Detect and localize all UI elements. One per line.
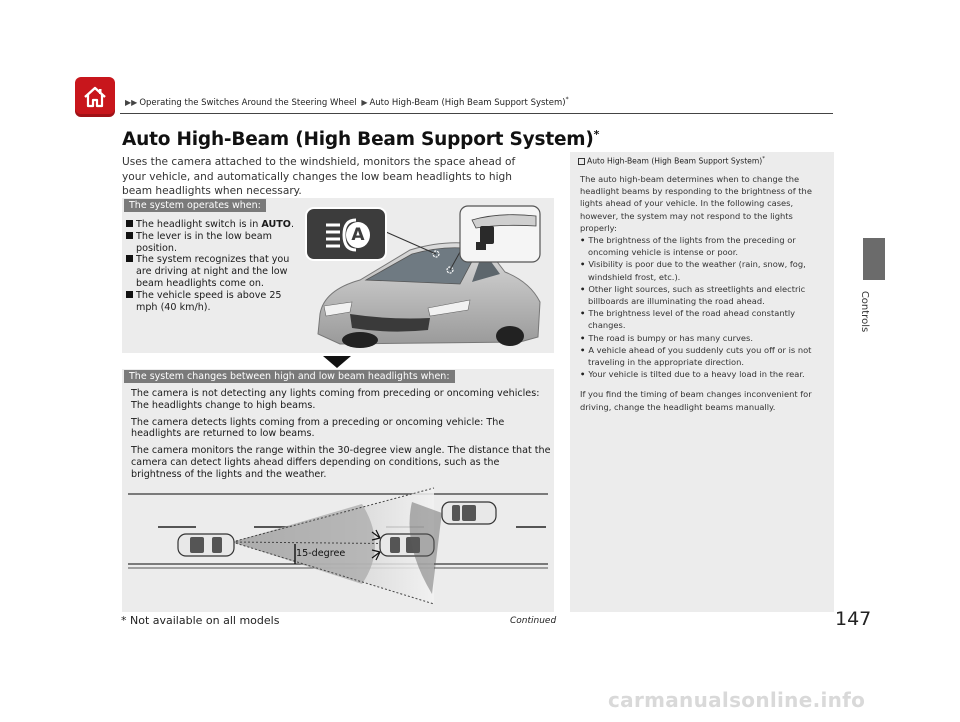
sidebar-bullets: [580, 234, 826, 380]
sidebar-heading: Auto High-Beam (High Beam Support System)*: [578, 156, 765, 166]
square-bullet-icon: [126, 232, 133, 239]
changes-text: [131, 388, 551, 486]
list-item: • The road is bumpy or has many curves.: [580, 332, 826, 344]
arrow-down-icon: [323, 356, 351, 368]
list-item: • Other light sources, such as streetlights and electric billboards are illuminating the road ahead.: [580, 283, 826, 307]
sidebar-body: [580, 173, 826, 413]
operates-conditions: [126, 219, 301, 313]
list-item: • Your vehicle is tilted due to a heavy load in the rear.: [580, 368, 826, 380]
footnote: * Not available on all models: [121, 614, 280, 627]
changes-label: The system changes between high and low beam headlights when:: [124, 370, 455, 383]
operates-label: The system operates when:: [124, 199, 266, 212]
list-item: • The brightness level of the road ahead constantly changes.: [580, 307, 826, 331]
sidebar-closing: If you find the timing of beam changes inconvenient for driving, change the headlight beams manually.: [580, 389, 812, 412]
sidebar-intro: The auto high-beam determines when to change the headlight beams by responding to the brightness of the lights ahead of your vehicle. In the following cases, however, the system may not respond to the lights properly:: [580, 174, 812, 233]
page-number: 147: [835, 608, 872, 630]
intro-text: Uses the camera attached to the windshield, monitors the space ahead of your vehicle, and automatically changes the low beam headlights to high beam headlights when necessary.: [122, 156, 516, 197]
changes-paragraph: The camera monitors the range within the 30-degree view angle. The distance that the camera can detect lights ahead differs depending on conditions, such as the brightness of the lights and the weather.: [131, 445, 551, 480]
auto-high-beam-indicator-icon: A: [318, 218, 386, 252]
breadcrumb-arrow-icon: ▶▶: [125, 97, 138, 107]
breadcrumb-current: Auto High-Beam (High Beam Support System): [369, 97, 566, 108]
breadcrumb-link-switches[interactable]: Operating the Switches Around the Steering Wheel: [139, 97, 357, 108]
square-bullet-icon: [126, 255, 133, 262]
breadcrumb-arrow-icon: ▶: [361, 97, 368, 107]
page-title: Auto High-Beam (High Beam Support System)*: [122, 128, 600, 151]
condition-item: The headlight switch is in AUTO.: [126, 219, 301, 231]
condition-item: The lever is in the low beam position.: [126, 231, 301, 255]
title-star: *: [593, 128, 600, 141]
list-item: • The brightness of the lights from the preceding or oncoming vehicle is intense or poor.: [580, 234, 826, 258]
list-item: • Visibility is poor due to the weather (rain, snow, fog, windshield frost, etc.).: [580, 258, 826, 282]
section-tab[interactable]: [863, 238, 885, 280]
list-item: • A vehicle ahead of you suddenly cuts you off or is not traveling in the appropriate direction.: [580, 344, 826, 368]
changes-paragraph: The camera is not detecting any lights coming from preceding or oncoming vehicles: The headlights change to high beams.: [131, 388, 540, 411]
square-bullet-icon: [126, 291, 133, 298]
section-tab-label: Controls: [859, 290, 871, 333]
breadcrumb-star: *: [565, 96, 569, 103]
watermark: carmanualsonline.info: [608, 688, 866, 712]
condition-item: The system recognizes that you are driving at night and the low beam headlights come on.: [126, 254, 301, 289]
square-bullet-icon: [126, 220, 133, 227]
note-icon: [578, 158, 585, 165]
condition-item: The vehicle speed is above 25 mph (40 km/h).: [126, 290, 301, 314]
breadcrumb: [123, 96, 569, 108]
changes-paragraph: The camera detects lights coming from a preceding or oncoming vehicle: The headlights are returned to low beams.: [131, 416, 505, 440]
home-button[interactable]: [75, 77, 115, 117]
continued-label: Continued: [510, 616, 557, 626]
header-rule: [120, 113, 833, 114]
angle-label: 15-degree: [296, 548, 346, 559]
home-icon: [82, 84, 108, 110]
